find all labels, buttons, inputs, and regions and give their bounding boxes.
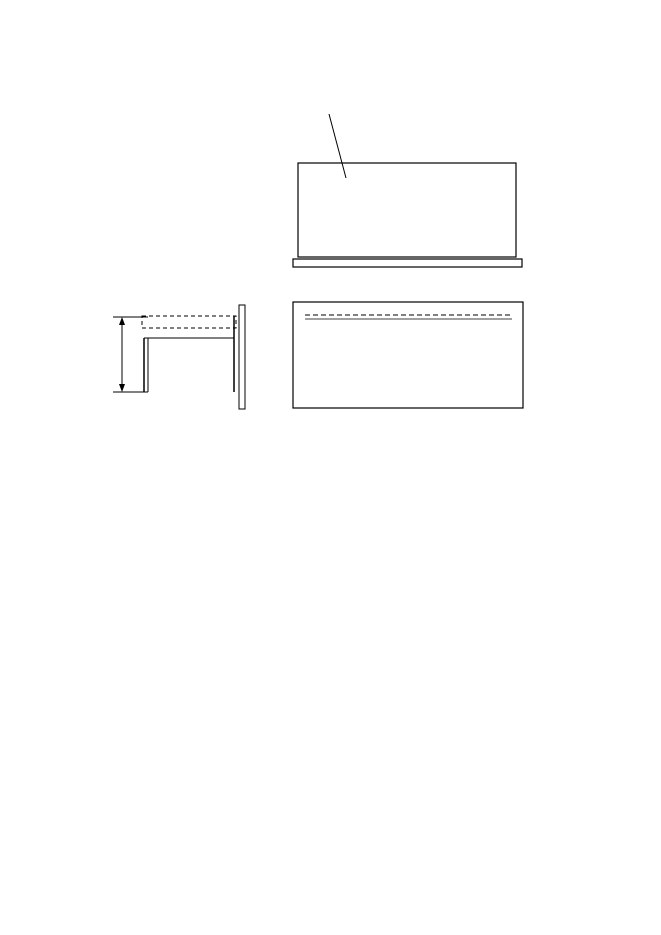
front-view-drawer — [293, 302, 523, 408]
side-view-drawer — [113, 305, 245, 409]
leader-line — [329, 114, 346, 178]
top-view-drawer — [293, 163, 522, 267]
